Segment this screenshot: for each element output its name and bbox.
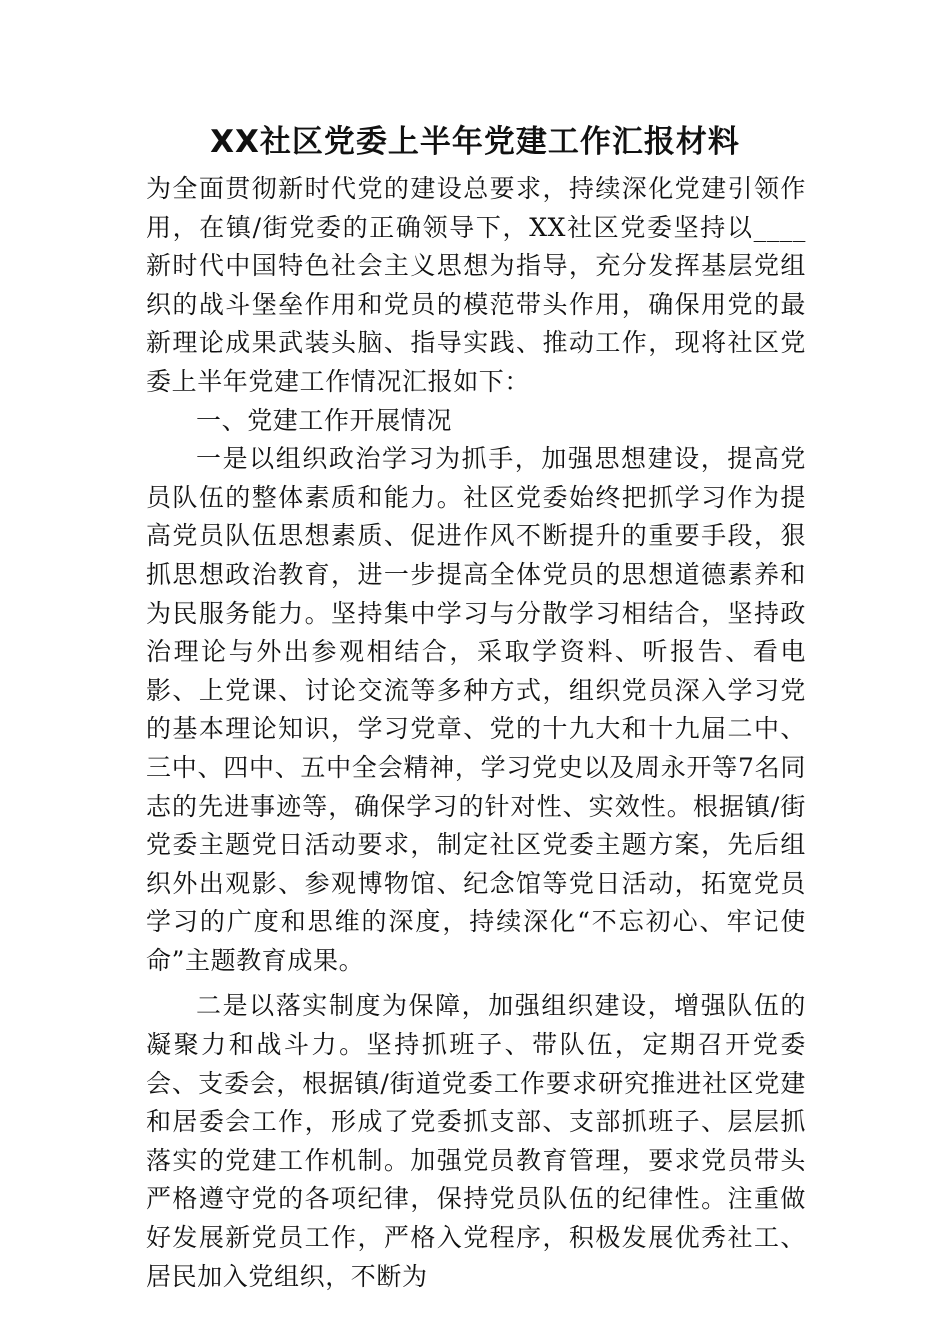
intro-paragraph: 为全面贯彻新时代党的建设总要求，持续深化党建引领作用，在镇/街党委的正确领导下，XX社区党委坚持以____新时代中国特色社会主义思想为指导，充分发挥基层党组织的战斗堡垒作用和党员的模范带头作用，确保用党的最新理论成果武装头脑、指导实践、推动工作，现将社区党委上半年党建工作情况汇报如下： (146, 174, 806, 396)
document-body (146, 170, 806, 1296)
body-paragraph: 二是以落实制度为保障，加强组织建设，增强队伍的凝聚力和战斗力。坚持抓班子、带队伍，定期召开党委会、支委会，根据镇/街道党委工作要求研究推进社区党建和居委会工作，形成了党委抓支部、支部抓班子、层层抓落实的党建工作机制。加强党员教育管理，要求党员带头严格遵守党的各项纪律，保持党员队伍的纪律性。注重做好发展新党员工作，严格入党程序，积极发展优秀社工、居民加入党组织，不断为 (146, 991, 806, 1291)
section-heading: 一、党建工作开展情况 (196, 405, 453, 435)
document-title: XX社区党委上半年党建工作汇报材料 (210, 124, 740, 160)
body-paragraph: 一是以组织政治学习为抓手，加强思想建设，提高党员队伍的整体素质和能力。社区党委始终把抓学习作为提高党员队伍思想素质、促进作风不断提升的重要手段，狠抓思想政治教育，进一步提高全体党员的思想道德素养和为民服务能力。坚持集中学习与分散学习相结合，坚持政治理论与外出参观相结合，采取学资料、听报告、看电影、上党课、讨论交流等多种方式，组织党员深入学习党的基本理论知识，学习党章、党的十九大和十九届二中、三中、四中、五中全会精神，学习党史以及周永开等7名同志的先进事迹等，确保学习的针对性、实效性。根据镇/街党委主题党日活动要求，制定社区党委主题方案，先后组织外出观影、参观博物馆、纪念馆等党日活动，拓宽党员学习的广度和思维的深度，持续深化“不忘初心、牢记使命”主题教育成果。 (146, 444, 806, 975)
